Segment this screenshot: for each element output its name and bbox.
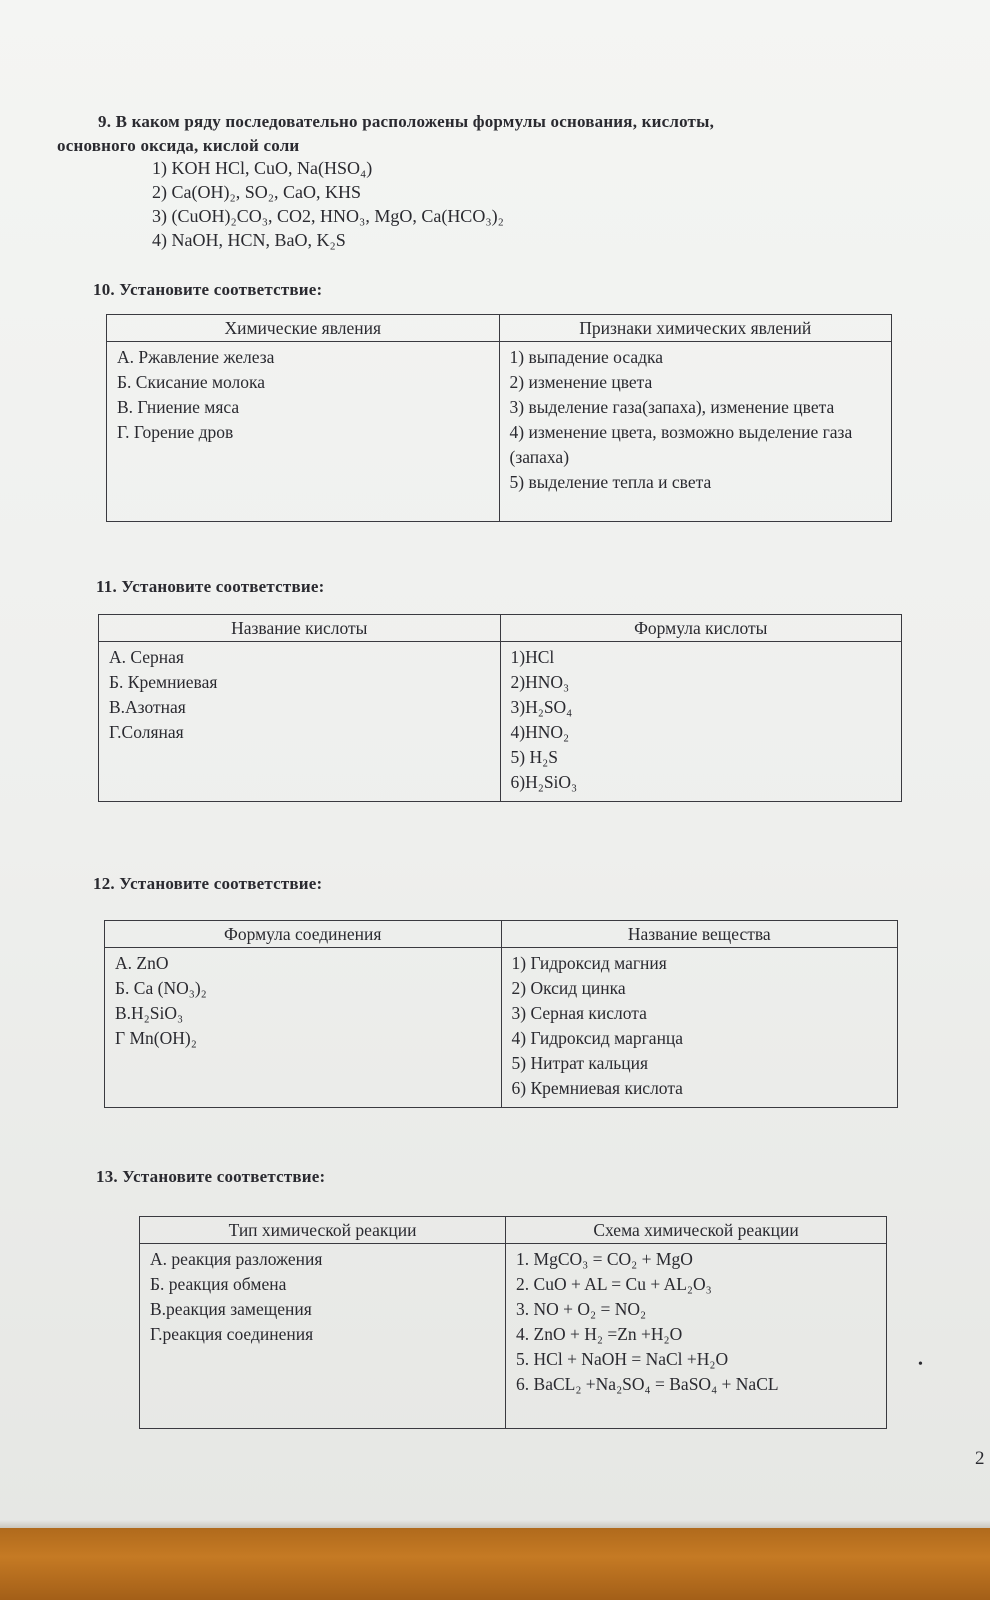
q9-option-3: 3) (CuOH)₂CO₃, CO2, HNO₃, MgO, Ca(HCO₃)₂ — [152, 206, 504, 226]
q10-right-item: 5) выделение тепла и света — [509, 472, 712, 492]
q10-left-header: Химические явления — [107, 315, 500, 342]
q13-right-item: 2. CuO + AL = Cu + AL₂O₃ — [516, 1274, 712, 1294]
q9-option-4: 4) NaOH, HCN, BaO, K₂S — [152, 230, 346, 250]
q9-option-2: 2) Ca(OH)₂, SO₂, CaO, KHS — [152, 182, 362, 202]
q10-right-item: 1) выпадение осадка — [509, 347, 663, 367]
q13-right-item: 3. NO + O₂ = NO₂ — [516, 1299, 647, 1319]
q11-left-item: А. Серная — [109, 647, 184, 667]
q13-right-item: 1. MgCO₃ = CO₂ + MgO — [516, 1249, 693, 1269]
q12-right-item: 2) Оксид цинка — [511, 978, 626, 998]
q11-right-item: 5) H₂S — [510, 747, 558, 767]
q13-right-header: Схема химической реакции — [506, 1217, 887, 1244]
q12-left-item: А. ZnO — [115, 953, 169, 973]
q12-table — [104, 920, 898, 1108]
q11-left-item: В.Азотная — [109, 697, 186, 717]
q12-left-item: Б. Ca (NO₃)₂ — [115, 978, 207, 998]
q12-right-item: 1) Гидроксид магния — [511, 953, 667, 973]
q13-table — [139, 1216, 887, 1429]
q11-right-item: 4)HNO₂ — [510, 722, 570, 742]
q10-right-item: 2) изменение цвета — [509, 372, 653, 392]
q12-right-item: 4) Гидроксид марганца — [511, 1028, 684, 1048]
q13-right-item: 4. ZnO + H₂ =Zn +H₂O — [516, 1324, 683, 1344]
q11-table — [98, 614, 902, 802]
q11-left-header: Название кислоты — [99, 615, 501, 642]
q12-right-header: Название вещества — [501, 921, 898, 948]
q11-right-header: Формула кислоты — [500, 615, 902, 642]
q12-right-item: 5) Нитрат кальция — [511, 1053, 649, 1073]
desk-surface — [0, 1528, 990, 1600]
q10-left-item: Б. Скисание молока — [117, 372, 266, 392]
q10-right-item: 3) выделение газа(запаха), изменение цвета — [509, 397, 835, 417]
q11-left-item: Г.Соляная — [109, 722, 184, 742]
q9-title-line1: 9. В каком ряду последовательно расположены формулы основания, кислоты, — [98, 112, 715, 131]
q12-left-item: В.H₂SiO₃ — [115, 1003, 184, 1023]
q11-right-item: 2)HNO₃ — [510, 672, 570, 692]
q9-title-line2: основного оксида, кислой соли — [57, 136, 300, 155]
q11-left-item: Б. Кремниевая — [109, 672, 218, 692]
q10-table — [106, 314, 892, 522]
q12-right-item: 6) Кремниевая кислота — [511, 1078, 683, 1098]
q11-right-item: 6)H₂SiO₃ — [510, 772, 578, 792]
q12-left-cell — [105, 948, 502, 1108]
q10-left-cell — [107, 342, 500, 522]
q13-right-item: 6. BaCL₂ +Na₂SO₄ = BaSO₄ + NaCL — [516, 1374, 779, 1394]
q13-left-item: Б. реакция обмена — [150, 1274, 287, 1294]
q10-right-cell — [499, 342, 892, 522]
q9-option-1: 1) KOH HCl, CuO, Na(HSO₄) — [152, 158, 373, 178]
q10-title: 10. Установите соответствие: — [93, 280, 323, 299]
q11-left-cell — [99, 642, 501, 802]
q10-left-item: В. Гниение мяса — [117, 397, 240, 417]
q13-title: 13. Установите соответствие: — [96, 1167, 326, 1186]
q12-right-item: 3) Серная кислота — [511, 1003, 647, 1023]
q12-left-header: Формула соединения — [105, 921, 502, 948]
q12-title: 12. Установите соответствие: — [93, 874, 323, 893]
page-number: 2 — [975, 1448, 985, 1469]
q10-right-header: Признаки химических явлений — [499, 315, 892, 342]
q13-right-item: 5. HCl + NaOH = NaCl +H₂O — [516, 1349, 729, 1369]
q13-left-item: Г.реакция соединения — [150, 1324, 314, 1344]
q10-left-item: А. Ржавление железа — [117, 347, 275, 367]
q11-right-item: 1)HCl — [510, 647, 555, 667]
q10-left-item: Г. Горение дров — [117, 422, 234, 442]
q13-left-cell — [140, 1244, 506, 1429]
q13-right-cell — [506, 1244, 887, 1429]
q11-title: 11. Установите соответствие: — [96, 577, 325, 596]
q13-left-header: Тип химической реакции — [140, 1217, 506, 1244]
q13-left-item: А. реакция разложения — [150, 1249, 323, 1269]
q11-right-item: 3)H₂SO₄ — [510, 697, 573, 717]
q12-left-item: Г Mn(OH)₂ — [115, 1028, 197, 1048]
q13-left-item: В.реакция замещения — [150, 1299, 312, 1319]
q11-right-cell — [500, 642, 902, 802]
q10-right-item: 4) изменение цвета, возможно выделение газа (запаха) — [509, 422, 853, 467]
stray-mark: • — [918, 1357, 923, 1372]
q12-right-cell — [501, 948, 898, 1108]
